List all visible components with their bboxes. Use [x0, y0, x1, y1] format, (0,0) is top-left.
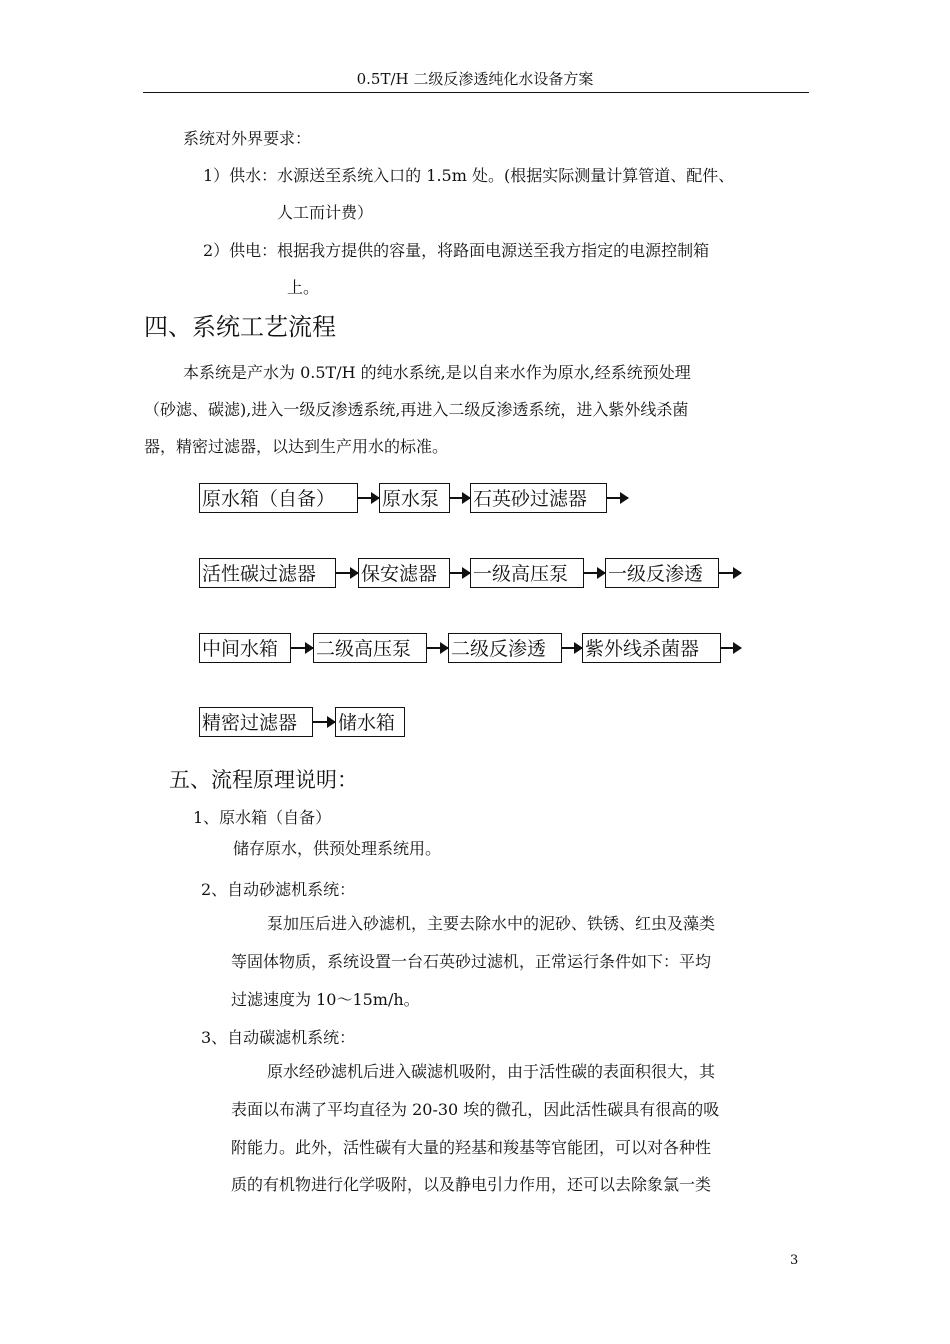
section-4-heading: 四、系统工艺流程: [144, 313, 336, 341]
flow-arrow: [584, 572, 605, 574]
item-2-line-3: 过滤速度为 10～15m/h。: [231, 990, 420, 1009]
flow-box-intermediate-tank: 中间水箱: [199, 633, 291, 663]
section-5-heading: 五、流程原理说明：: [169, 768, 358, 792]
requirements-title: 系统对外界要求：: [183, 129, 312, 148]
flow-box-storage-tank: 储水箱: [335, 707, 405, 737]
item-3-title: 3、自动碳滤机系统：: [201, 1028, 356, 1047]
flow-box-safety-filter: 保安滤器: [358, 558, 450, 588]
water-supply-line-1: 1）供水：水源送至系统入口的 1.5m 处。(根据实际测量计算管道、配件、: [203, 166, 735, 185]
item-3-line-3: 附能力。此外，活性碳有大量的羟基和羧基等官能团，可以对各种性: [231, 1138, 712, 1157]
flow-arrow: [358, 497, 379, 499]
flow-box-raw-water-pump: 原水泵: [379, 483, 450, 513]
power-supply-line-1: 2）供电：根据我方提供的容量，将路面电源送至我方指定的电源控制箱: [203, 241, 710, 260]
section-4-intro-line-1: 本系统是产水为 0.5T/H 的纯水系统,是以自来水作为原水,经系统预处理: [183, 363, 691, 382]
flow-arrow: [562, 647, 582, 649]
flow-box-stage2-high-pressure-pump: 二级高压泵: [313, 633, 427, 663]
flow-box-raw-water-tank: 原水箱（自备）: [199, 483, 358, 513]
flow-arrow: [291, 647, 313, 649]
flow-arrow: [450, 497, 470, 499]
flow-box-stage1-high-pressure-pump: 一级高压泵: [470, 558, 584, 588]
flow-box-activated-carbon-filter: 活性碳过滤器: [199, 558, 336, 588]
section-4-intro-line-2: （砂滤、碳滤),进入一级反渗透系统,再进入二级反渗透系统，进入紫外线杀菌: [144, 400, 689, 419]
item-3-line-4: 质的有机物进行化学吸附，以及静电引力作用，还可以去除象氯一类: [231, 1175, 712, 1194]
water-supply-line-2: 人工而计费）: [277, 203, 374, 222]
item-2-title: 2、自动砂滤机系统：: [201, 880, 356, 899]
flow-arrow: [313, 721, 335, 723]
flow-arrow: [336, 572, 358, 574]
flow-arrow: [450, 572, 470, 574]
flow-box-stage2-reverse-osmosis: 二级反渗透: [448, 633, 562, 663]
section-4-intro-line-3: 器，精密过滤器，以达到生产用水的标准。: [144, 437, 449, 456]
flow-arrow: [607, 497, 628, 499]
flow-arrow: [721, 647, 741, 649]
page-number: 3: [790, 1253, 799, 1268]
power-supply-line-2: 上。: [287, 278, 320, 297]
item-2-line-1: 泵加压后进入砂滤机，主要去除水中的泥砂、铁锈、红虫及藻类: [267, 914, 716, 933]
item-1-title: 1、原水箱（自备）: [193, 808, 332, 827]
flow-box-uv-sterilizer: 紫外线杀菌器: [582, 633, 721, 663]
header-rule: [143, 92, 809, 93]
item-3-line-2: 表面以布满了平均直径为 20-30 埃的微孔，因此活性碳具有很高的吸: [231, 1100, 720, 1119]
flow-box-precision-filter: 精密过滤器: [199, 707, 313, 737]
item-1-line-1: 储存原水，供预处理系统用。: [233, 839, 442, 858]
item-2-line-2: 等固体物质，系统设置一台石英砂过滤机，正常运行条件如下：平均: [231, 952, 712, 971]
flow-box-stage1-reverse-osmosis: 一级反渗透: [605, 558, 719, 588]
item-3-line-1: 原水经砂滤机后进入碳滤机吸附，由于活性碳的表面积很大，其: [267, 1062, 716, 1081]
flow-box-quartz-sand-filter: 石英砂过滤器: [470, 483, 607, 513]
flow-arrow: [427, 647, 448, 649]
flow-arrow: [719, 572, 741, 574]
page-header: 0.5T/H 二级反渗透纯化水设备方案: [356, 70, 594, 88]
